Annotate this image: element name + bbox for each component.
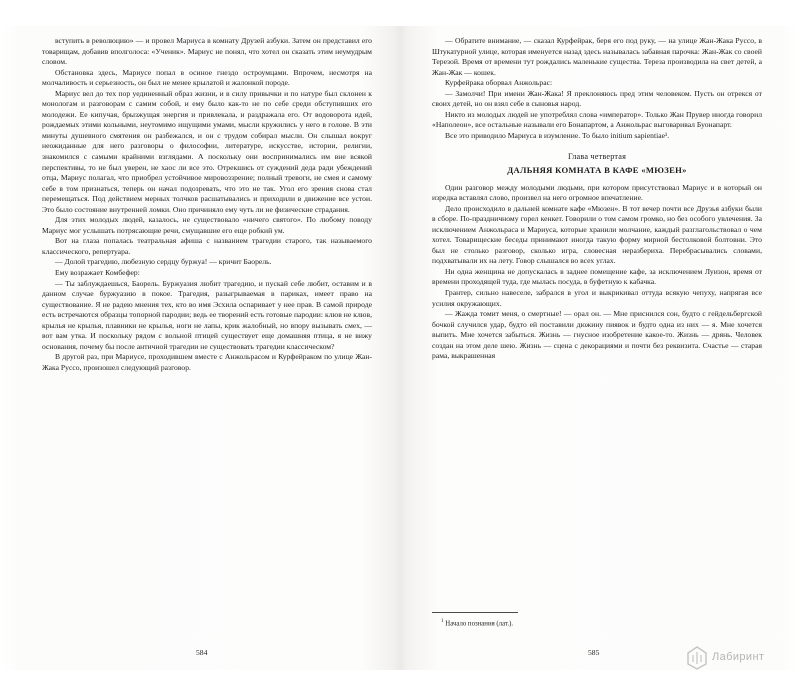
paragraph: — Жажда томит меня, о смертные! — орал он. — Мне приснился сон, будто с гейдельбергской бочкой случился удар, будто ей поставили дюжину пиявок и будто одна из них — я. Мне хочется выпить. Мне хочется забыться. Жизнь — гнусное изобретение какое-то. Жизнь — дрянь. Человек создан на этом деле шею. Жизнь — сцена с декорациями и почти без реквизита. Счастье — старая рама, выкрашенная — [432, 309, 762, 361]
right-page-text-column — [432, 36, 762, 362]
labirint-logo-icon — [686, 646, 708, 670]
watermark-label: Лабиринт — [712, 651, 765, 663]
page-top-margin — [0, 0, 800, 26]
paragraph: Никто из молодых людей не употреблял слова «император». Только Жан Прувер иногда говорил «Наполеон», все остальные называли его Бонапартом, а Анжольрас выговаривал Буонапарт. — [432, 109, 762, 130]
paragraph: Дело происходило в дальней комнате кафе «Мюзен». В тот вечер почти все Друзья азбуки были в сборе. По-праздничному горел кенкет. Говорили о том самом громко, но без особого увлечения. За исключением Анжольраса и Мариуса, которые хранили молчание, каждый разглагольствовал о чем хотел. Товарищеские беседы принимают иногда такую форму мирной бестолковой болтовни. Это был не столько разговор, сколько игра, словесная неразбериха. Перебрасывались словами, подхватывали их на лету. Говор слышался во всех углах. — [432, 203, 762, 266]
footnote-block — [432, 612, 762, 628]
paragraph: Один разговор между молодыми людьми, при котором присутствовал Мариус и в который он изредка вставлял слово, произвел на него огромное впечатление. — [432, 182, 762, 203]
footnote-separator-rule — [432, 612, 518, 613]
paragraph: Обстановка здесь, Мариусе попал в осиное гнездо остроумцами. Впрочем, несмотря на молчаливость и серьезность, он был не менее крылатой и жалонкой породе. — [42, 67, 372, 88]
footnote-text: Начало познания (лат.). — [445, 620, 514, 628]
left-page-text-column — [42, 36, 372, 374]
footnote — [432, 617, 762, 628]
page-number-left: 584 — [196, 648, 208, 657]
paragraph: Ни одна женщина не допускалась в заднее помещение кафе, за исключением Луизон, время от времени проходящей туда, где мылась посуда, в буфетную к кабачка. — [432, 266, 762, 287]
watermark — [686, 642, 790, 676]
paragraph: Грантер, сильно навеселе, забрался в угол и выкрикивал оттуда всякую чепуху, напрягая все усилия окружающих. — [432, 288, 762, 308]
paragraph: — Обратите внимание, — сказал Курфейрак, беря его под руку, — на улице Жан-Жака Руссо, в Штукатурной улице, которая именуется назад здесь называлась забавная парочка: Жан-Жак со своей Терезой. Время от времени тут рождались маленькие существа. Тереза производила на свет детей, а Жан-Жак — кошек. — [432, 36, 762, 77]
paragraph: — Замолчи! При имени Жан-Жака! Я преклоняюсь пред этим человеком. Пусть он отрекся от своих детей, но он взял себе в сыновья народ. — [432, 88, 762, 109]
paragraph: Ему возражает Комбефер: — [55, 268, 140, 278]
chapter-number: Глава четвертая — [567, 152, 627, 162]
paragraph: Все это приводило Мариуса в изумление. То было initium sapientiae¹. — [445, 130, 670, 140]
page-bottom-margin — [0, 670, 800, 684]
footnote-marker: 1 — [441, 618, 444, 624]
paragraph: — Долой трагедию, любезную сердцу буржуа! — кричит Баорель. — [55, 257, 272, 267]
paragraph: — Ты заблуждаешься, Баорель. Буржуазия любит трагедию, и пускай себе любит, оставим и в данном случае буржуазию в покое. Трагедия, разыгрываемая в париках, имеет право на существование. Я не радею мнения тех, кто во имя Эсхила оспаривает у нее прав. В самой природе есть встречаются образцы топорной пародии; ведь ее творений есть готовые пародии: клюв не клюв, крылья не крылья, плавники не крылья, ноги не лапы, крик жалобный, но впору вызывать смех, — вот вам утка. И поскольку рядом с вольной птицей существует еще домашняя птица, я не вижу основания, почему бы после античной трагедии не существовать трагедии классическом? — [42, 278, 372, 351]
paragraph: Курфейрака оборвал Анжольрас: — [445, 78, 553, 88]
paragraph: Вот на глаза попалась театральная афиша с названием трагедии старого, так называемого классического, репертуара. — [42, 236, 372, 256]
paragraph: Мариус вел до тех пор уединенный образ жизни, и в силу привычки и по натуре был склонен к монологам и разговорам с самим собой, и ему было как-то не по себе среди обступивших его молодежи. Ее кипучая, брызжущая энергия и привлекала, и раздражала его. От водоворота идей, рождаемых этими кольными, неутомимо ищущими умами, мысли кружились у него в голове. В эти минуты душевного смятения он разбежался, и он с трудом собирал мысли. Он слышал вокруг неожиданные для него разговоры о философии, литературе, искусстве, истории, религии, знакомился с самыми крайними взглядами. А поскольку они воспринимались им вне всякой перспективы, то не был уверен, не хаос ли все это. Отрекшись от суждений деда ради убеждений отца, Мариус полагал, что приобрел устойчивое мировоззрение; полный тревоги, не смея и самому себе в том признаться, теперь он начал подозревать, что это не так. Угол его зрения снова стал перемещаться. Под действием мерных толчков расшатывались и приходили в движение все устои. Это было состояние внутренней ломки. Оно причиняло ему чуть ли не физические страдания. — [42, 88, 372, 214]
paragraph: вступить в революцию» — и провел Мариуса в комнату Друзей азбуки. Затем он представил его товарищам, добавив вполголоса: «Ученик». Мариус не понял, что хотел он сказать этим неумудрым словом. — [42, 36, 372, 67]
chapter-title: ДАЛЬНЯЯ КОМНАТА В КАФЕ «МЮЗЕН» — [507, 165, 687, 176]
chapter-heading — [432, 152, 762, 175]
paragraph: Для этих молодых людей, казалось, не существовало «ничего святого». По любому поводу Мариус мог услышать потрясающие речи, смущавшие его еще робкий ум. — [42, 215, 372, 235]
page-number-right: 585 — [588, 648, 600, 657]
paragraph: В другой раз, при Мариусе, проходившем вместе с Анжольрасом и Курфейраком по улице Жан-Жака Руссо, произошел следующий разговор. — [42, 352, 372, 372]
